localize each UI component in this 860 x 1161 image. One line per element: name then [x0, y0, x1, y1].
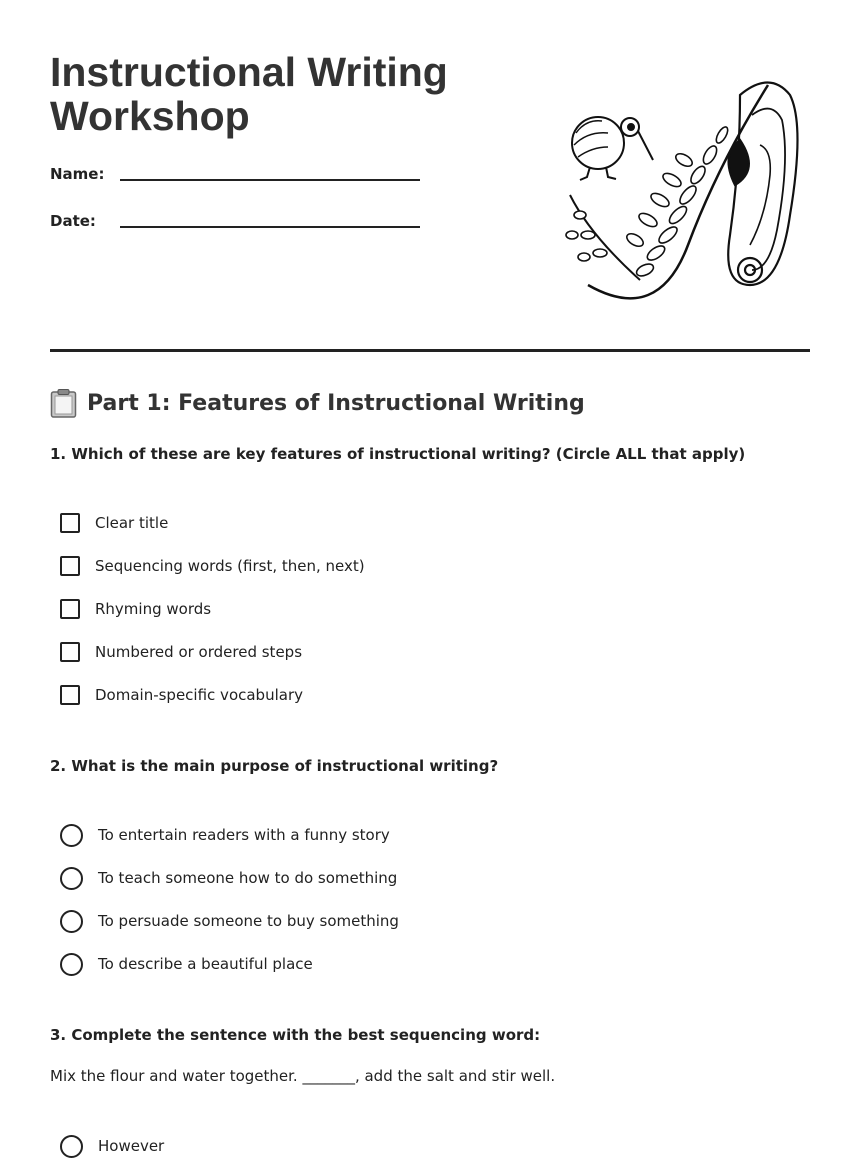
- option-label: To entertain readers with a funny story: [98, 826, 390, 844]
- section-1-title-text: Part 1: Features of Instructional Writing: [87, 390, 585, 416]
- date-line[interactable]: [120, 226, 420, 228]
- option-label: However: [98, 1137, 165, 1155]
- checkbox[interactable]: [60, 556, 80, 576]
- option-label: To teach someone how to do something: [98, 869, 398, 887]
- radio-button[interactable]: [60, 953, 83, 976]
- q1-option[interactable]: [60, 553, 365, 579]
- q2-option[interactable]: [60, 865, 397, 891]
- option-label: Sequencing words (first, then, next): [95, 557, 365, 575]
- q2-option[interactable]: [60, 822, 390, 848]
- checkbox[interactable]: [60, 599, 80, 619]
- option-label: Domain-specific vocabulary: [95, 686, 303, 704]
- q1-option[interactable]: [60, 682, 303, 708]
- checkbox[interactable]: [60, 685, 80, 705]
- q1-option[interactable]: [60, 596, 211, 622]
- radio-button[interactable]: [60, 867, 83, 890]
- q2-option[interactable]: [60, 951, 313, 977]
- question-2: 2. What is the main purpose of instructional writing?: [50, 757, 499, 775]
- option-label: Clear title: [95, 514, 169, 532]
- radio-button[interactable]: [60, 1135, 83, 1158]
- q2-option[interactable]: [60, 908, 399, 934]
- question-1: 1. Which of these are key features of instructional writing? (Circle ALL that apply): [50, 445, 746, 463]
- fill-in-sentence: Mix the flour and water together. _______, add the salt and stir well.: [50, 1067, 556, 1085]
- name-field-row: [50, 165, 430, 195]
- checkbox[interactable]: [60, 513, 80, 533]
- clipboard-icon: [50, 388, 77, 418]
- name-line[interactable]: [120, 179, 420, 181]
- q3-option[interactable]: [60, 1133, 164, 1159]
- section-1-title: [50, 388, 585, 418]
- date-field-row: [50, 212, 430, 242]
- checkbox[interactable]: [60, 642, 80, 662]
- worksheet-title: Instructional Writing Workshop: [50, 49, 448, 139]
- kiwi-fern-illustration: [560, 75, 800, 300]
- radio-button[interactable]: [60, 910, 83, 933]
- date-label: Date:: [50, 212, 96, 230]
- q1-option[interactable]: [60, 510, 168, 536]
- option-label: Numbered or ordered steps: [95, 643, 303, 661]
- radio-button[interactable]: [60, 824, 83, 847]
- option-label: To describe a beautiful place: [98, 955, 313, 973]
- name-label: Name:: [50, 165, 105, 183]
- option-label: To persuade someone to buy something: [98, 912, 399, 930]
- question-3: 3. Complete the sentence with the best sequencing word:: [50, 1026, 541, 1044]
- option-label: Rhyming words: [95, 600, 212, 618]
- q1-option[interactable]: [60, 639, 302, 665]
- section-divider: [50, 349, 810, 352]
